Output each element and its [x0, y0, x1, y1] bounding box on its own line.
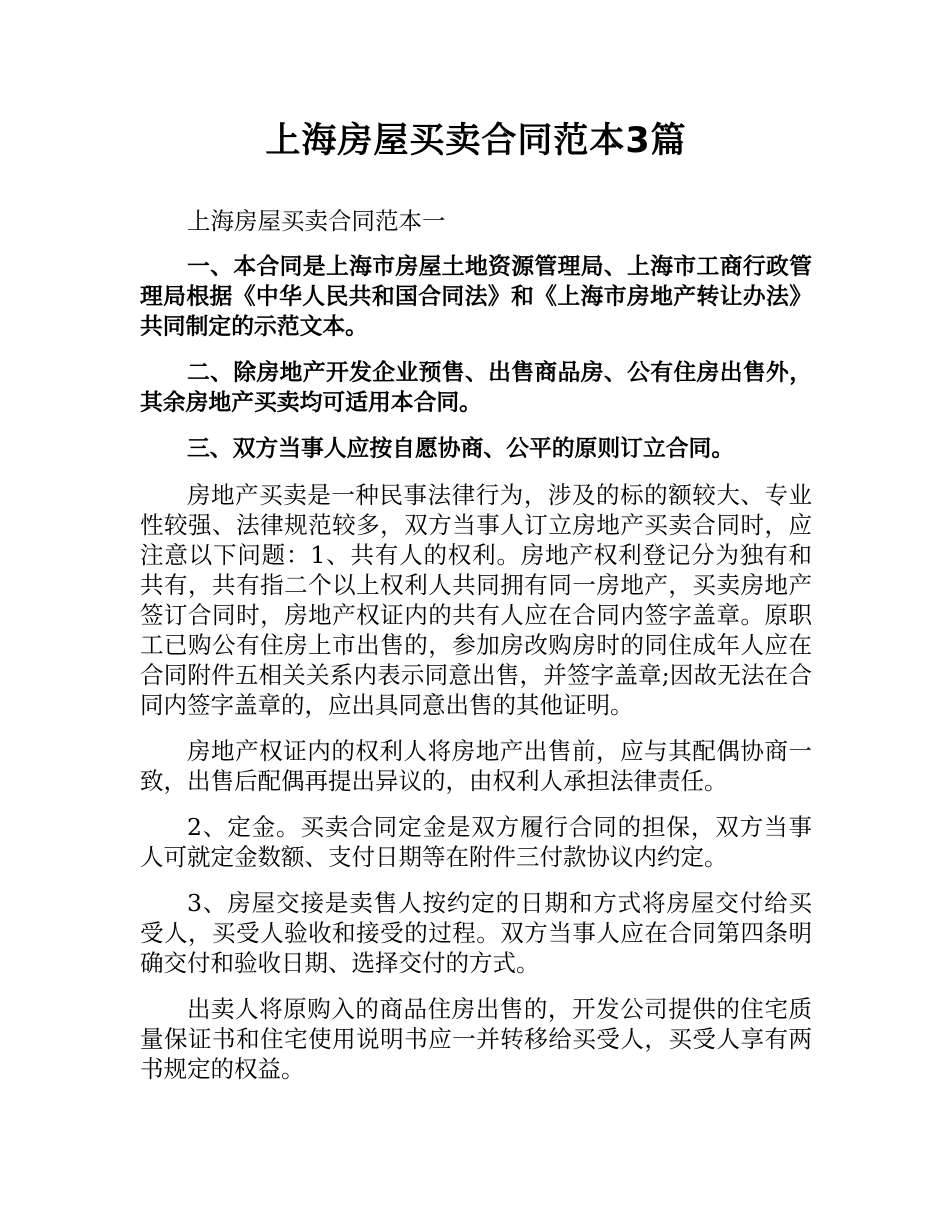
- body-paragraph-5: 出卖人将原购入的商品住房出售的，开发公司提供的住宅质量保证书和住宅使用说明书应一并转移给买受人，买受人享有两书规定的权益。: [140, 995, 812, 1083]
- body-paragraph-3: 2、定金。买卖合同定金是双方履行合同的担保，双方当事人可就定金数额、支付日期等在附件三付款协议内约定。: [140, 813, 812, 871]
- document-page: [140, 0, 812, 1084]
- document-title: 上海房屋买卖合同范本3篇: [265, 121, 687, 161]
- clause-1: 一、本合同是上海市房屋土地资源管理局、上海市工商行政管理局根据《中华人民共和国合同法》和《上海市房地产转让办法》共同制定的示范文本。: [140, 254, 812, 340]
- section-subtitle: 上海房屋买卖合同范本一: [187, 207, 446, 235]
- body-paragraph-1: 房地产买卖是一种民事法律行为，涉及的标的额较大、专业性较强、法律规范较多，双方当事人订立房地产买卖合同时，应注意以下问题：1、共有人的权利。房地产权利登记分为独有和共有，共有指二个以上权利人共同拥有同一房地产，买卖房地产签订合同时，房地产权证内的共有人应在合同内签字盖章。原职工已购公有住房上市出售的，参加房改购房时的同住成年人应在合同附件五相关关系内表示同意出售，并签字盖章;因故无法在合同内签字盖章的，应出具同意出售的其他证明。: [140, 481, 812, 719]
- body-paragraph-4: 3、房屋交接是卖售人按约定的日期和方式将房屋交付给买受人，买受人验收和接受的过程。双方当事人应在合同第四条明确交付和验收日期、选择交付的方式。: [140, 889, 812, 977]
- body-paragraph-2: 房地产权证内的权利人将房地产出售前，应与其配偶协商一致，出售后配偶再提出异议的，由权利人承担法律责任。: [140, 737, 812, 795]
- clause-2: 二、除房地产开发企业预售、出售商品房、公有住房出售外，其余房地产买卖均可适用本合同。: [140, 360, 812, 416]
- clause-3: 三、双方当事人应按自愿协商、公平的原则订立合同。: [187, 436, 735, 462]
